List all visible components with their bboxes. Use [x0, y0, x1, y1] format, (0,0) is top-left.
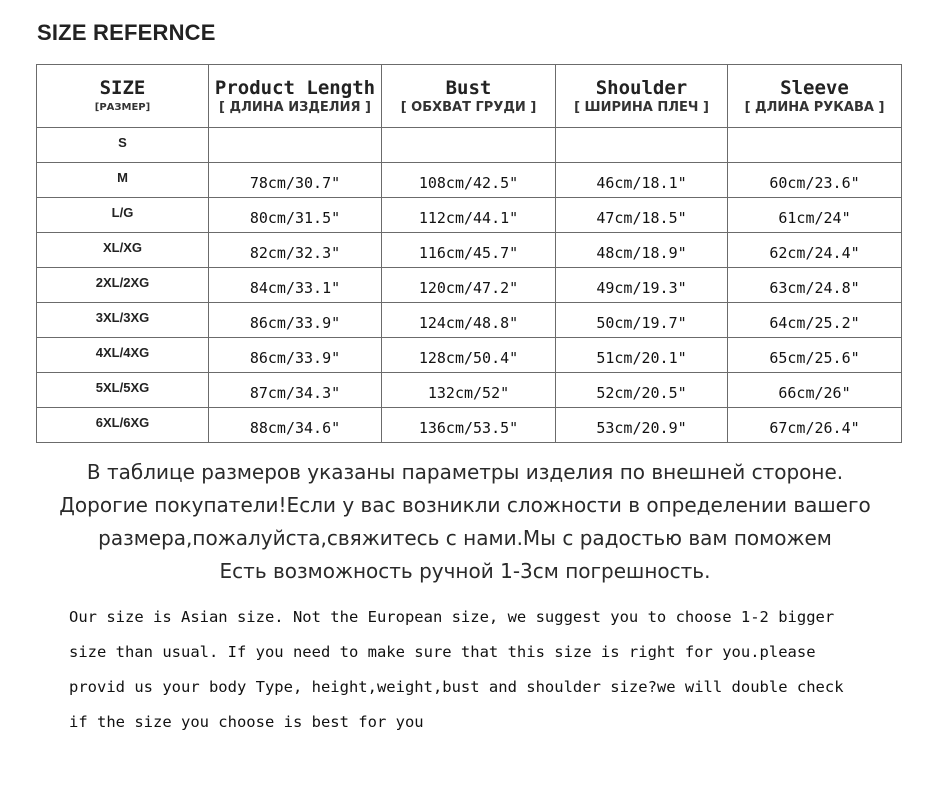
bust-cell: [382, 268, 556, 303]
size-label: S: [118, 134, 127, 150]
length-cell: [209, 408, 382, 443]
shoulder-value: 48cm/18.9": [596, 244, 687, 262]
en-note-line: Our size is Asian size. Not the European size, we suggest you to choose 1-2 bigger: [69, 608, 835, 626]
length-cell: [209, 198, 382, 233]
russian-notes: [0, 456, 930, 588]
bust-value: 128cm/50.4": [418, 349, 519, 367]
header-label-ru: [ ШИРИНА ПЛЕЧ ]: [574, 100, 709, 115]
bust-cell: [382, 373, 556, 408]
header-label-en: Bust: [445, 77, 492, 99]
length-cell: [209, 373, 382, 408]
length-cell: [209, 268, 382, 303]
table-header-row: [37, 65, 902, 128]
size-label: 6XL/6XG: [95, 414, 150, 430]
table-row: [37, 373, 902, 408]
length-value: 88cm/34.6": [249, 419, 341, 437]
size-cell: [37, 303, 209, 338]
shoulder-value: 51cm/20.1": [596, 349, 687, 367]
sleeve-cell: [728, 268, 902, 303]
bust-value: 120cm/47.2": [418, 279, 519, 297]
header-label-ru: [РАЗМЕР]: [94, 102, 151, 113]
shoulder-cell: [556, 303, 728, 338]
sleeve-value: 61cm/24": [778, 209, 851, 227]
shoulder-value: 46cm/18.1": [596, 174, 687, 192]
size-cell: [37, 408, 209, 443]
table-row: [37, 128, 902, 163]
shoulder-value: 50cm/19.7": [596, 314, 687, 332]
shoulder-cell: [556, 163, 728, 198]
length-value: 78cm/30.7": [249, 174, 341, 192]
size-cell: [37, 198, 209, 233]
header-size: [37, 65, 209, 128]
length-cell: [209, 163, 382, 198]
table-row: [37, 268, 902, 303]
size-label: 3XL/3XG: [95, 309, 150, 325]
sleeve-cell: [728, 373, 902, 408]
size-label: M: [117, 169, 128, 185]
size-label: 2XL/2XG: [95, 274, 150, 290]
header-label-ru: [ ДЛИНА РУКАВА ]: [744, 100, 885, 115]
size-label: 5XL/5XG: [95, 379, 150, 395]
table-row: [37, 163, 902, 198]
sleeve-value: 60cm/23.6": [769, 174, 860, 192]
header-product-length: [209, 65, 382, 128]
header-bust: [382, 65, 556, 128]
shoulder-value: 52cm/20.5": [596, 384, 687, 402]
shoulder-value: 49cm/19.3": [596, 279, 687, 297]
shoulder-cell: [556, 128, 728, 163]
table-row: [37, 338, 902, 373]
bust-cell: [382, 128, 556, 163]
bust-value: 116cm/45.7": [418, 244, 519, 262]
size-cell: [37, 268, 209, 303]
bust-cell: [382, 408, 556, 443]
length-value: 82cm/32.3": [249, 244, 341, 262]
bust-cell: [382, 233, 556, 268]
english-notes: [69, 600, 919, 740]
header-label-en: Product Length: [214, 77, 376, 99]
sleeve-cell: [728, 198, 902, 233]
bust-value: 132cm/52": [427, 384, 510, 402]
shoulder-cell: [556, 338, 728, 373]
sleeve-cell: [728, 303, 902, 338]
shoulder-value: 53cm/20.9": [596, 419, 687, 437]
bust-value: 108cm/42.5": [418, 174, 519, 192]
sleeve-value: 67cm/26.4": [769, 419, 860, 437]
ru-note-line: размера,пожалуйста,свяжитесь с нами.Мы с радостью вам поможем: [98, 526, 832, 550]
ru-note-line: Есть возможность ручной 1-3см погрешность.: [219, 559, 711, 583]
en-note-line: provid us your body Type, height,weight,bust and shoulder size?we will double check: [69, 678, 844, 696]
header-label-en: SIZE: [99, 77, 146, 99]
length-cell: [209, 128, 382, 163]
length-cell: [209, 233, 382, 268]
bust-value: 136cm/53.5": [418, 419, 519, 437]
table-row: [37, 233, 902, 268]
size-cell: [37, 373, 209, 408]
header-sleeve: [728, 65, 902, 128]
bust-cell: [382, 303, 556, 338]
shoulder-cell: [556, 268, 728, 303]
shoulder-cell: [556, 408, 728, 443]
sleeve-cell: [728, 233, 902, 268]
table-row: [37, 303, 902, 338]
table-row: [37, 198, 902, 233]
header-label-ru: [ ДЛИНА ИЗДЕЛИЯ ]: [219, 100, 371, 115]
sleeve-value: 65cm/25.6": [769, 349, 860, 367]
length-value: 80cm/31.5": [249, 209, 341, 227]
sleeve-value: 64cm/25.2": [769, 314, 860, 332]
header-label-en: Shoulder: [595, 77, 688, 99]
en-note-line: if the size you choose is best for you: [69, 713, 424, 731]
bust-value: 124cm/48.8": [418, 314, 519, 332]
length-value: 84cm/33.1": [249, 279, 341, 297]
size-label: L/G: [111, 204, 134, 220]
length-cell: [209, 303, 382, 338]
size-label: XL/XG: [102, 239, 142, 255]
size-label: 4XL/4XG: [95, 344, 150, 360]
en-note-line: size than usual. If you need to make sure that this size is right for you.please: [69, 643, 816, 661]
size-chart-table: [36, 64, 902, 443]
bust-value: 112cm/44.1": [418, 209, 519, 227]
sleeve-value: 63cm/24.8": [769, 279, 860, 297]
length-value: 86cm/33.9": [249, 314, 341, 332]
length-value: 87cm/34.3": [249, 384, 341, 402]
header-label-ru: [ ОБХВАТ ГРУДИ ]: [400, 100, 537, 115]
ru-note-line: Дорогие покупатели!Если у вас возникли сложности в определении вашего: [59, 493, 871, 517]
bust-cell: [382, 338, 556, 373]
page-title: SIZE REFERNCE: [37, 20, 216, 45]
sleeve-cell: [728, 128, 902, 163]
sleeve-cell: [728, 408, 902, 443]
shoulder-cell: [556, 233, 728, 268]
shoulder-cell: [556, 198, 728, 233]
bust-cell: [382, 163, 556, 198]
size-cell: [37, 338, 209, 373]
ru-note-line: В таблице размеров указаны параметры изделия по внешней стороне.: [86, 460, 844, 484]
sleeve-cell: [728, 163, 902, 198]
header-shoulder: [556, 65, 728, 128]
size-cell: [37, 233, 209, 268]
shoulder-value: 47cm/18.5": [596, 209, 687, 227]
size-cell: [37, 163, 209, 198]
sleeve-value: 62cm/24.4": [769, 244, 860, 262]
length-value: 86cm/33.9": [249, 349, 341, 367]
table-row: [37, 408, 902, 443]
bust-cell: [382, 198, 556, 233]
sleeve-cell: [728, 338, 902, 373]
length-cell: [209, 338, 382, 373]
shoulder-cell: [556, 373, 728, 408]
header-label-en: Sleeve: [780, 77, 849, 99]
size-cell: [37, 128, 209, 163]
sleeve-value: 66cm/26": [778, 384, 851, 402]
